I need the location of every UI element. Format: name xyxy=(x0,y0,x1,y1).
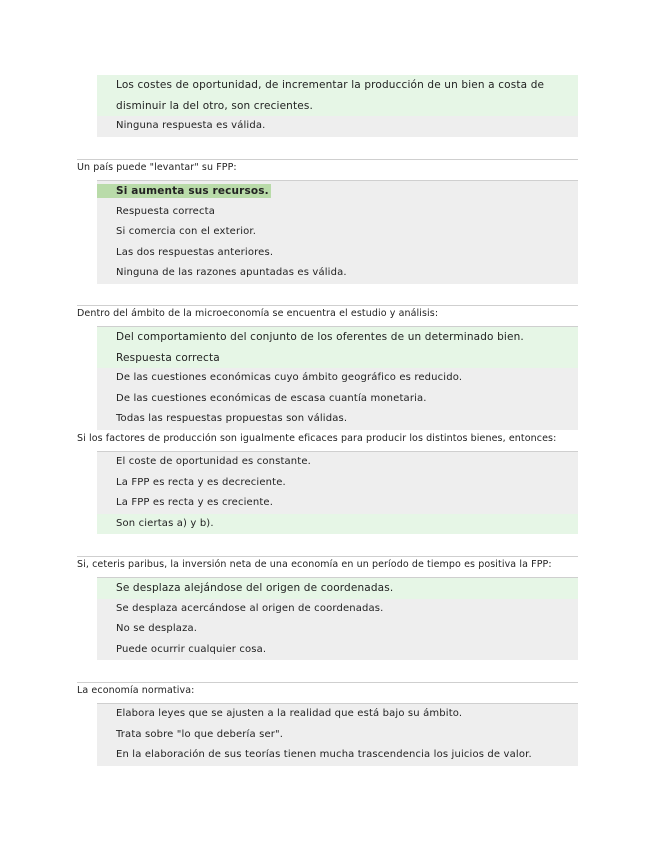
q3-option-d-correct: Son ciertas a) y b). xyxy=(97,514,578,535)
q0-option-1-cont: disminuir la del otro, son crecientes. xyxy=(97,96,578,117)
q5-option-b: Trata sobre "lo que debería ser". xyxy=(116,728,284,740)
q2-option-d: Todas las respuestas propuestas son válidas. xyxy=(116,413,348,424)
q2-option-c: De las cuestiones económicas de escasa cuantía monetaria. xyxy=(116,392,427,404)
q3-option-a: El coste de oportunidad es constante. xyxy=(116,456,311,467)
q5-option-c: En la elaboración de sus teorías tienen mucha trascendencia los juicios de valor. xyxy=(116,749,532,760)
q2-separator xyxy=(77,305,578,306)
q1-option-a-selected xyxy=(97,181,578,202)
q0-option-2: Ninguna respuesta es válida. xyxy=(116,120,266,131)
q2-title: Dentro del ámbito de la microeconomía se encuentra el estudio y análisis: xyxy=(77,308,439,319)
q3-option-c: La FPP es recta y es creciente. xyxy=(116,497,274,508)
q5-option-a: Elabora leyes que se ajusten a la realidad que está bajo su ámbito. xyxy=(116,708,463,719)
q5-separator xyxy=(77,682,578,683)
q1-separator xyxy=(77,159,578,160)
q1-option-d: Ninguna de las razones apuntadas es válida. xyxy=(116,267,347,278)
q2-option-a-correct: Del comportamiento del conjunto de los oferentes de un determinado bien. xyxy=(97,327,578,348)
q0-option-1: Los costes de oportunidad, de incrementar la producción de un bien a costa de xyxy=(97,75,578,96)
q0-options xyxy=(97,75,578,137)
q4-separator xyxy=(77,556,578,557)
q5-title: La economía normativa: xyxy=(77,685,195,696)
q1-selected-highlight: Si aumenta sus recursos. xyxy=(97,184,271,198)
q4-option-d: Puede ocurrir cualquier cosa. xyxy=(116,643,267,655)
q3-option-b: La FPP es recta y es decreciente. xyxy=(116,476,286,488)
q2-option-b: De las cuestiones económicas cuyo ámbito geográfico es reducido. xyxy=(116,372,463,383)
q1-option-b: Si comercia con el exterior. xyxy=(116,226,257,237)
q1-feedback: Respuesta correcta xyxy=(116,205,215,217)
q1-options xyxy=(97,181,578,284)
q1-title: Un país puede "levantar" su FPP: xyxy=(77,162,237,173)
q4-option-c: No se desplaza. xyxy=(116,623,198,634)
q4-options xyxy=(97,578,578,660)
q3-options xyxy=(97,452,578,534)
q4-title: Si, ceteris paribus, la inversión neta de una economía en un período de tiempo es positiva la FPP: xyxy=(77,559,552,570)
q4-option-b: Se desplaza acercándose al origen de coordenadas. xyxy=(116,602,384,614)
q4-option-a-correct: Se desplaza alejándose del origen de coordenadas. xyxy=(97,578,578,599)
q5-options xyxy=(97,704,578,766)
q2-feedback: Respuesta correcta xyxy=(97,348,578,369)
q2-options xyxy=(97,327,578,430)
q3-title: Si los factores de producción son igualmente eficaces para producir los distintos bienes, entonces: xyxy=(77,433,557,444)
q1-option-c: Las dos respuestas anteriores. xyxy=(116,246,274,258)
